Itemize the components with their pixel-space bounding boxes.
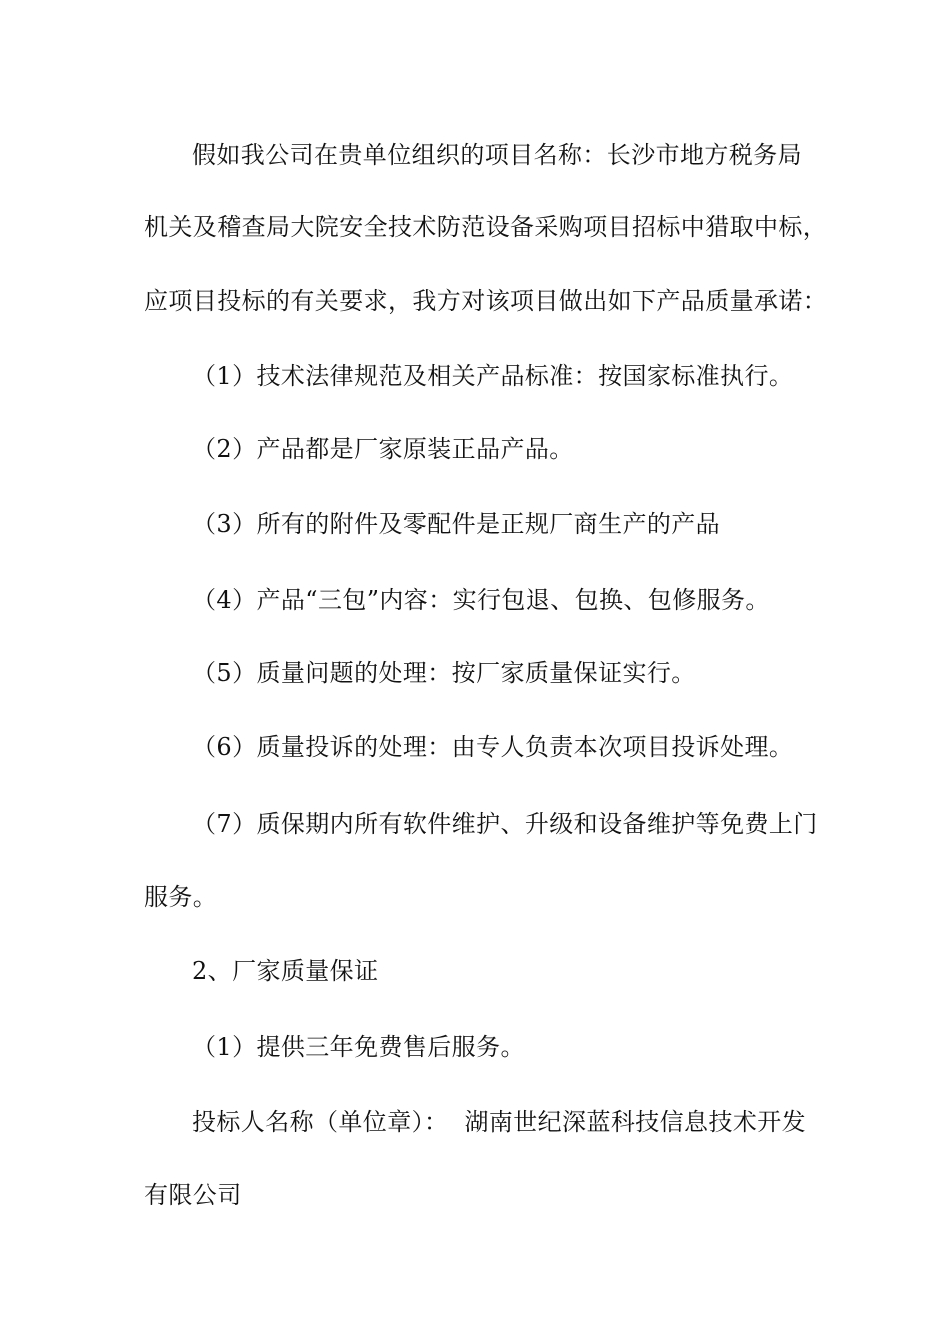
commitment-6: （6）质量投诉的处理：由专人负责本次项目投诉处理。 [192, 733, 794, 761]
commitment-1: （1）技术法律规范及相关产品标准：按国家标准执行。 [192, 362, 794, 390]
intro-line-2: 机关及稽查局大院安全技术防范设备采购项目招标中猎取中标， [144, 213, 828, 241]
commitment-7: （7）质保期内所有软件维护、升级和设备维护等免费上门 [192, 810, 818, 838]
commitment-4: （4）产品“三包”内容：实行包退、包换、包修服务。 [192, 586, 770, 614]
commitment-7-continued: 服务。 [144, 883, 218, 911]
bidder-name-line-1: 投标人名称（单位章）： 湖南世纪深蓝科技信息技术开发 [192, 1108, 807, 1136]
bidder-name-line-2: 有限公司 [144, 1181, 242, 1209]
section-2-item-1: （1）提供三年免费售后服务。 [192, 1033, 525, 1061]
commitment-2: （2）产品都是厂家原装正品产品。 [192, 435, 574, 463]
commitment-3: （3）所有的附件及零配件是正规厂商生产的产品 [192, 510, 721, 538]
commitment-5: （5）质量问题的处理：按厂家质量保证实行。 [192, 659, 696, 687]
intro-line-3: 应项目投标的有关要求，我方对该项目做出如下产品质量承诺： [144, 287, 828, 315]
intro-line-1: 假如我公司在贵单位组织的项目名称：长沙市地方税务局 [192, 141, 802, 169]
section-2-heading: 2、厂家质量保证 [192, 957, 379, 985]
